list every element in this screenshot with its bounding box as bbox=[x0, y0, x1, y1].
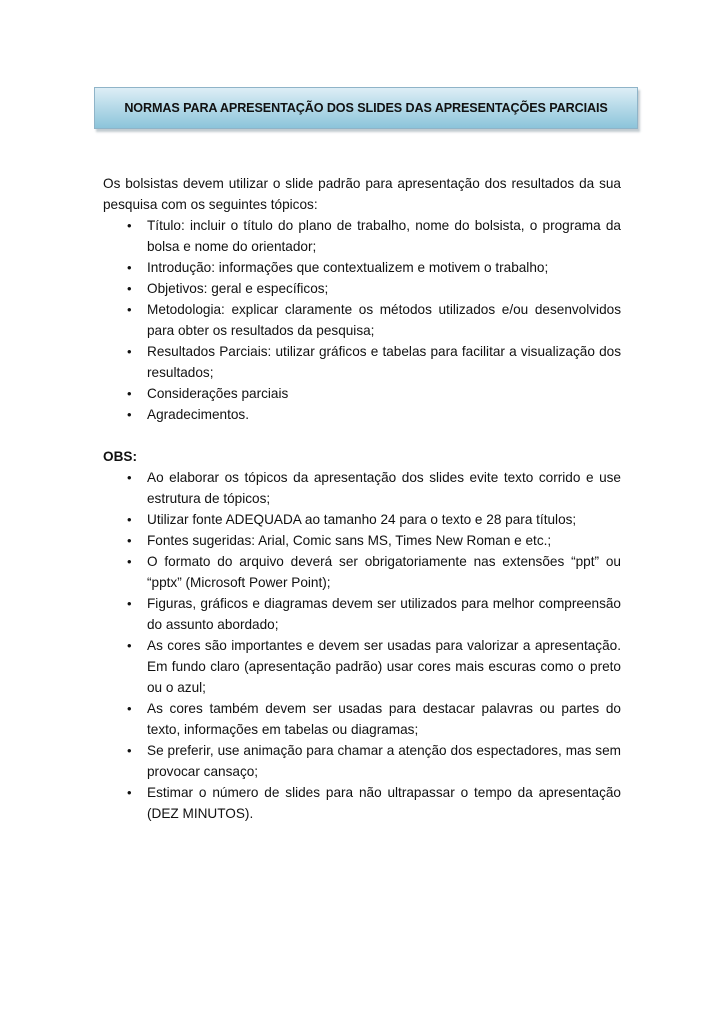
list-item bbox=[103, 593, 621, 635]
list-item-text: Resultados Parciais: utilizar gráficos e tabelas para facilitar a visualização dos resultados; bbox=[147, 344, 621, 380]
list-item bbox=[103, 740, 621, 782]
list-item-text: Título: incluir o título do plano de trabalho, nome do bolsista, o programa da bolsa e nome do orientador; bbox=[147, 218, 621, 254]
document-title: NORMAS PARA APRESENTAÇÃO DOS SLIDES DAS APRESENTAÇÕES PARCIAIS bbox=[124, 101, 608, 115]
list-item bbox=[103, 782, 621, 824]
list-item-text: Metodologia: explicar claramente os métodos utilizados e/ou desenvolvidos para obter os resultados da pesquisa; bbox=[147, 302, 621, 338]
list-item bbox=[103, 299, 621, 341]
bullet-icon: • bbox=[127, 407, 132, 422]
list-item-text: Ao elaborar os tópicos da apresentação dos slides evite texto corrido e use estrutura de tópicos; bbox=[147, 470, 621, 506]
bullet-icon: • bbox=[127, 533, 132, 548]
list-item-text: As cores são importantes e devem ser usadas para valorizar a apresentação. Em fundo claro (apresentação padrão) usar cores mais escuras como o preto ou o azul; bbox=[147, 638, 621, 695]
intro-paragraph: Os bolsistas devem utilizar o slide padrão para apresentação dos resultados da sua pesquisa com os seguintes tópicos: bbox=[103, 176, 621, 212]
bullet-icon: • bbox=[127, 785, 132, 800]
bullet-icon: • bbox=[127, 344, 132, 359]
bullet-icon: • bbox=[127, 512, 132, 527]
list-item-text: Agradecimentos. bbox=[147, 407, 250, 422]
list-item-text: Se preferir, use animação para chamar a atenção dos espectadores, mas sem provocar cansaço; bbox=[147, 743, 621, 779]
list-item-text: Estimar o número de slides para não ultrapassar o tempo da apresentação (DEZ MINUTOS). bbox=[147, 785, 621, 821]
list-item bbox=[103, 257, 621, 278]
list-item-text: Considerações parciais bbox=[147, 386, 289, 401]
title-box bbox=[94, 87, 638, 129]
list-item bbox=[103, 551, 621, 593]
list-item bbox=[103, 404, 621, 425]
bullet-icon: • bbox=[127, 596, 132, 611]
bullet-icon: • bbox=[127, 470, 132, 485]
obs-heading: OBS: bbox=[103, 449, 137, 464]
list-item bbox=[103, 215, 621, 257]
obs-list bbox=[103, 467, 621, 824]
bullet-icon: • bbox=[127, 386, 132, 401]
list-item bbox=[103, 530, 621, 551]
bullet-icon: • bbox=[127, 260, 132, 275]
list-item bbox=[103, 467, 621, 509]
list-item bbox=[103, 278, 621, 299]
bullet-icon: • bbox=[127, 743, 132, 758]
bullet-icon: • bbox=[127, 638, 132, 653]
bullet-icon: • bbox=[127, 701, 132, 716]
list-item-text: Objetivos: geral e específicos; bbox=[147, 281, 329, 296]
document-body bbox=[103, 173, 621, 824]
list-item bbox=[103, 383, 621, 404]
list-item-text: Figuras, gráficos e diagramas devem ser utilizados para melhor compreensão do assunto abordado; bbox=[147, 596, 621, 632]
list-item-text: O formato do arquivo deverá ser obrigatoriamente nas extensões “ppt” ou “pptx” (Microsoft Power Point); bbox=[147, 554, 621, 590]
bullet-icon: • bbox=[127, 218, 132, 233]
bullet-icon: • bbox=[127, 302, 132, 317]
list-item bbox=[103, 509, 621, 530]
list-item-text: As cores também devem ser usadas para destacar palavras ou partes do texto, informações em tabelas ou diagramas; bbox=[147, 701, 621, 737]
list-item bbox=[103, 635, 621, 698]
topics-list bbox=[103, 215, 621, 425]
list-item-text: Introdução: informações que contextualizem e motivem o trabalho; bbox=[147, 260, 549, 275]
bullet-icon: • bbox=[127, 554, 132, 569]
list-item-text: Fontes sugeridas: Arial, Comic sans MS, Times New Roman e etc.; bbox=[147, 533, 552, 548]
list-item bbox=[103, 698, 621, 740]
list-item bbox=[103, 341, 621, 383]
list-item-text: Utilizar fonte ADEQUADA ao tamanho 24 para o texto e 28 para títulos; bbox=[147, 512, 577, 527]
bullet-icon: • bbox=[127, 281, 132, 296]
